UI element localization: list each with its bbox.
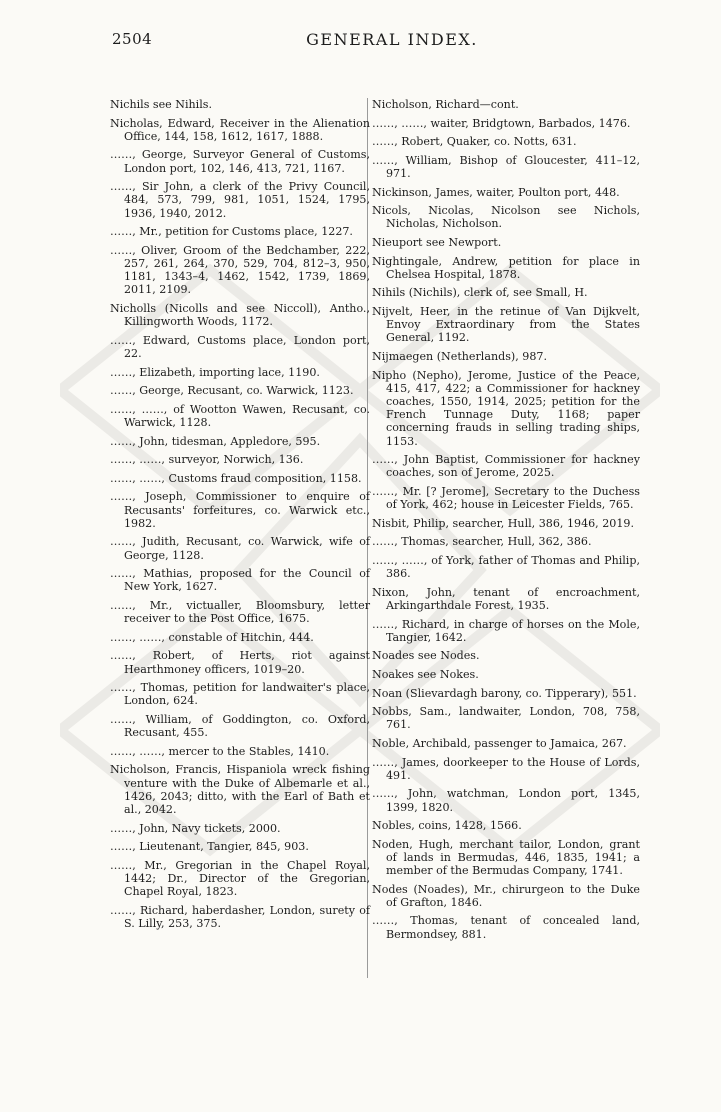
index-entry: ……, Robert, Quaker, co. Notts, 631. — [372, 135, 577, 149]
index-entry: ……, Mr., petition for Customs place, 1227. — [110, 225, 353, 239]
index-entry: Nichils see Nihils. — [110, 98, 212, 111]
index-entry: Nodes (Noades), Mr., chirurgeon to the Duke of Grafton, 1846. — [372, 882, 640, 909]
index-entry: ……, ……, of Wootton Wawen, Recusant, co. Warwick, 1128. — [110, 402, 370, 429]
index-entry: ……, Joseph, Commissioner to enquire of Recusants' forfeitures, co. Warwick etc., 1982. — [110, 490, 370, 530]
index-entry: ……, ……, of York, father of Thomas and Philip, 386. — [372, 553, 640, 581]
index-entry: Nicols, Nicolas, Nicolson see Nichols, Nicholas, Nicholson. — [372, 204, 640, 231]
index-entry: ……, Edward, Customs place, London port, 22. — [110, 333, 370, 360]
index-entry: Nijmaegen (Netherlands), 987. — [372, 349, 547, 363]
index-column-right — [372, 98, 640, 946]
index-entry: ……, Robert, of Herts, riot against Hearthmoney officers, 1019–20. — [110, 649, 370, 676]
index-entry: Nicholson, Richard—cont. — [372, 98, 519, 111]
index-entry: Nijvelt, Heer, in the retinue of Van Dijkvelt, Envoy Extraordinary from the States General, 1192. — [372, 304, 640, 345]
index-entry: Nixon, John, tenant of encroachment, Arkingarthdale Forest, 1935. — [372, 585, 640, 612]
index-entry: Noakes see Nokes. — [372, 667, 479, 681]
index-entry: Nisbit, Philip, searcher, Hull, 386, 1946, 2019. — [372, 516, 634, 530]
index-entry: Noden, Hugh, merchant tailor, London, grant of lands in Bermudas, 446, 1835, 1941; a member of the Bermudas Company, 1741. — [372, 837, 640, 878]
index-entry: Nihils (Nichils), clerk of, see Small, H. — [372, 286, 588, 300]
index-entry: ……, William, of Goddington, co. Oxford, Recusant, 455. — [110, 712, 370, 740]
index-entry: ……, John Baptist, Commissioner for hackney coaches, son of Jerome, 2025. — [372, 453, 640, 480]
index-entry: Nobbs, Sam., landwaiter, London, 708, 758, 761. — [372, 705, 640, 732]
index-entry: ……, John, Navy tickets, 2000. — [110, 821, 281, 835]
index-entry: ……, ……, mercer to the Stables, 1410. — [110, 744, 330, 758]
index-entry: ……, Judith, Recusant, co. Warwick, wife of George, 1128. — [110, 535, 370, 562]
index-entry: ……, Thomas, petition for landwaiter's place, London, 624. — [110, 681, 370, 708]
page-title: GENERAL INDEX. — [306, 30, 478, 49]
index-entry: Nobles, coins, 1428, 1566. — [372, 819, 522, 833]
index-entry: ……, John, tidesman, Appledore, 595. — [110, 434, 321, 448]
page-header — [112, 30, 672, 52]
index-entry: Nipho (Nepho), Jerome, Justice of the Peace, 415, 417, 422; a Commissioner for hackney coaches, 1550, 1914, 2025; petition for the French Tunnage Duty, 1168; paper concerning frauds in selling trading ships, 1153. — [372, 368, 640, 448]
index-entry: ……, Sir John, a clerk of the Privy Council, 484, 573, 799, 981, 1051, 1524, 1795, 1936, 1940, 2012. — [110, 180, 370, 220]
index-entry: ……, Thomas, searcher, Hull, 362, 386. — [372, 535, 592, 549]
index-entry: Nicholas, Edward, Receiver in the Alienation Office, 144, 158, 1612, 1617, 1888. — [110, 116, 370, 143]
index-entry: Noble, Archibald, passenger to Jamaica, 267. — [372, 736, 627, 750]
index-entry: Nightingale, Andrew, petition for place in Chelsea Hospital, 1878. — [372, 254, 640, 281]
index-entry: ……, Mathias, proposed for the Council of New York, 1627. — [110, 567, 370, 594]
index-entry: ……, George, Surveyor General of Customs, London port, 102, 146, 413, 721, 1167. — [110, 148, 370, 175]
index-entry: ……, George, Recusant, co. Warwick, 1123. — [110, 384, 354, 398]
index-entry: ……, Mr., Gregorian in the Chapel Royal, 1442; Dr., Director of the Gregorian, Chapel Royal, 1823. — [110, 858, 370, 899]
index-entry: ……, Oliver, Groom of the Bedchamber, 222, 257, 261, 264, 370, 529, 704, 812–3, 950, 1181, 1343–4, 1462, 1542, 1739, 1869, 2011, 2109. — [110, 243, 370, 297]
index-column-left — [110, 98, 370, 936]
index-entry: ……, ……, constable of Hitchin, 444. — [110, 630, 314, 644]
index-entry: Nickinson, James, waiter, Poulton port, 448. — [372, 185, 620, 199]
index-entry: Nicholls (Nicolls and see Niccoll), Antho., Killingworth Woods, 1172. — [110, 301, 370, 329]
index-entry: ……, James, doorkeeper to the House of Lords, 491. — [372, 755, 640, 782]
index-entry: ……, Thomas, tenant of concealed land, Bermondsey, 881. — [372, 914, 640, 941]
index-entry: ……, ……, waiter, Bridgtown, Barbados, 1476. — [372, 116, 631, 130]
page-number: 2504 — [112, 30, 153, 48]
index-entry: Noades see Nodes. — [372, 649, 480, 663]
index-entry: ……, Richard, haberdasher, London, surety of S. Lilly, 253, 375. — [110, 903, 370, 930]
index-entry: ……, Lieutenant, Tangier, 845, 903. — [110, 840, 309, 854]
index-entry: ……, Mr. [? Jerome], Secretary to the Duchess of York, 462; house in Leicester Fields, 765. — [372, 484, 640, 512]
index-entry: ……, Richard, in charge of horses on the Mole, Tangier, 1642. — [372, 617, 640, 644]
index-entry: ……, ……, surveyor, Norwich, 136. — [110, 453, 304, 467]
index-entry: ……, John, watchman, London port, 1345, 1399, 1820. — [372, 787, 640, 814]
index-entry: Nieuport see Newport. — [372, 235, 502, 249]
index-entry: Noan (Slievardagh barony, co. Tipperary), 551. — [372, 686, 637, 700]
index-entry: ……, ……, Customs fraud composition, 1158. — [110, 471, 362, 485]
index-entry: ……, Elizabeth, importing lace, 1190. — [110, 365, 320, 379]
index-entry: ……, Mr., victualler, Bloomsbury, letter receiver to the Post Office, 1675. — [110, 598, 370, 626]
index-entry: Nicholson, Francis, Hispaniola wreck fishing venture with the Duke of Albemarle et al., 1426, 2043; ditto, with the Earl of Bath et al., 2042. — [110, 763, 370, 816]
index-entry: ……, William, Bishop of Gloucester, 411–12, 971. — [372, 153, 640, 180]
